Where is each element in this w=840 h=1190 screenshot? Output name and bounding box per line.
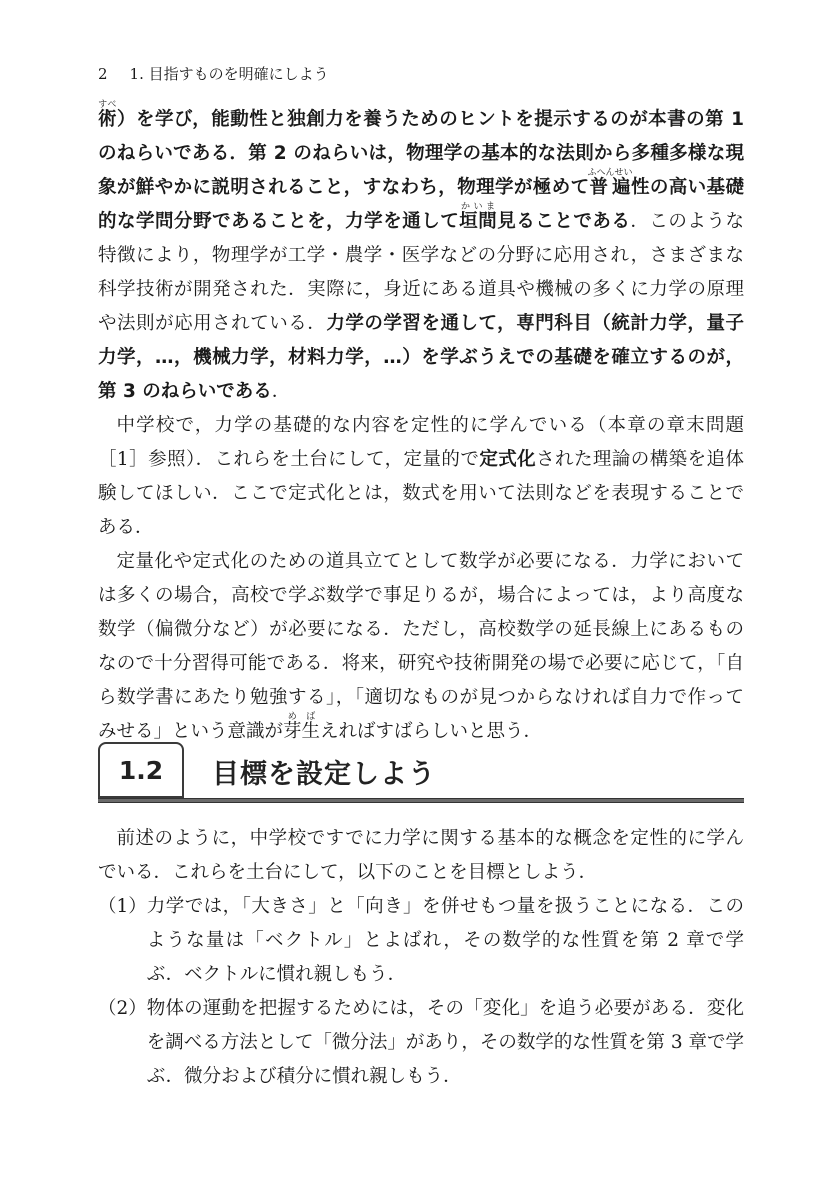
intro-paragraph [98,100,744,749]
intro-bold-4: 力学の学習を通して，専門科目（統計力学，量子力学，…，機械力学，材料力学，…）を学ぶうえでの基礎を確立するのが，第 3 のねらいである [98,313,744,402]
section-title: 目標を設定しよう [212,759,436,790]
intro-bold-3: 見ることである [497,211,631,232]
page-number: 2 [98,65,108,83]
list-text: 力学では，「大きさ」と「向き」を併せもつ量を扱うことになる．このような量は「ベクトル」とよばれ，その数学的な性質を第 2 章で学ぶ．ベクトルに慣れ親しもう． [146,896,744,985]
ruby-mebae: 芽生めば [283,712,321,742]
list-number: （2） [98,998,147,1019]
list-item-2 [98,992,744,1094]
paragraph-3: 定量化や定式化のための道具立てとして数学が必要になる．力学においては多くの場合，高校で学ぶ数学で事足りるが，場合によっては，より高度な数学（偏微分など）が必要になる．ただし，高校数学の延長線上にあるものなので十分習得可能である．将来，研究や技術開発の場で必要に応じて，「自ら数学書にあたり勉強する」，「適切なものが見つからなければ自力で作ってみせる」という意識が芽生めばえればすばらしいと思う． [98,551,744,742]
ruby-fuhen: 普遍ふへんせい [587,168,633,198]
intro-bold-2: 性の高い基礎的な学問分野であることを，力学を通して [98,177,744,232]
bold-teishikika: 定式化 [479,449,537,470]
list-number: （1） [98,896,147,917]
ruby-subete: 術すべ [98,100,117,130]
chapter-title: 1. 目指すものを明確にしよう [129,65,329,83]
section-body [98,822,744,1094]
list-text: 物体の運動を把握するためには，その「変化」を追う必要がある．変化を調べる方法として「微分法」があり，その数学的な性質を第 3 章で学ぶ．微分および積分に慣れ親しもう． [146,998,744,1087]
intro-plain-1: ．このような特徴により，物理学が工学・農学・医学などの分野に応用され，さまざまな科学技術が開発された．実際に，身近にある道具や機械の多くに力学の原理や法則が応用されている． [98,211,744,334]
section-rule [98,798,744,803]
section-number: 1.2 [98,742,184,798]
section-heading [98,742,744,806]
intro-plain-2: ． [271,381,291,402]
running-head [98,64,329,84]
ruby-kaima: 垣間かいま [459,202,498,232]
list-item-1 [98,890,744,992]
paragraph-2: 中学校で，力学の基礎的な内容を定性的に学んでいる（本章の章末問題［1］参照）．これらを土台にして，定量的で定式化された理論の構築を追体験してほしい．ここで定式化とは，数式を用いて法則などを表現することである． [98,415,744,538]
paragraph-4: 前述のように，中学校ですでに力学に関する基本的な概念を定性的に学んでいる．これらを土台にして，以下のことを目標としよう． [98,828,744,883]
intro-bold-1: ）を学び，能動性と独創力を養うためのヒントを提示するのが本書の第 1 のねらいである．第 2 のねらいは，物理学の基本的な法則から多種多様な現象が鮮やかに説明されること，すなわち，物理学が極めて [98,109,744,198]
